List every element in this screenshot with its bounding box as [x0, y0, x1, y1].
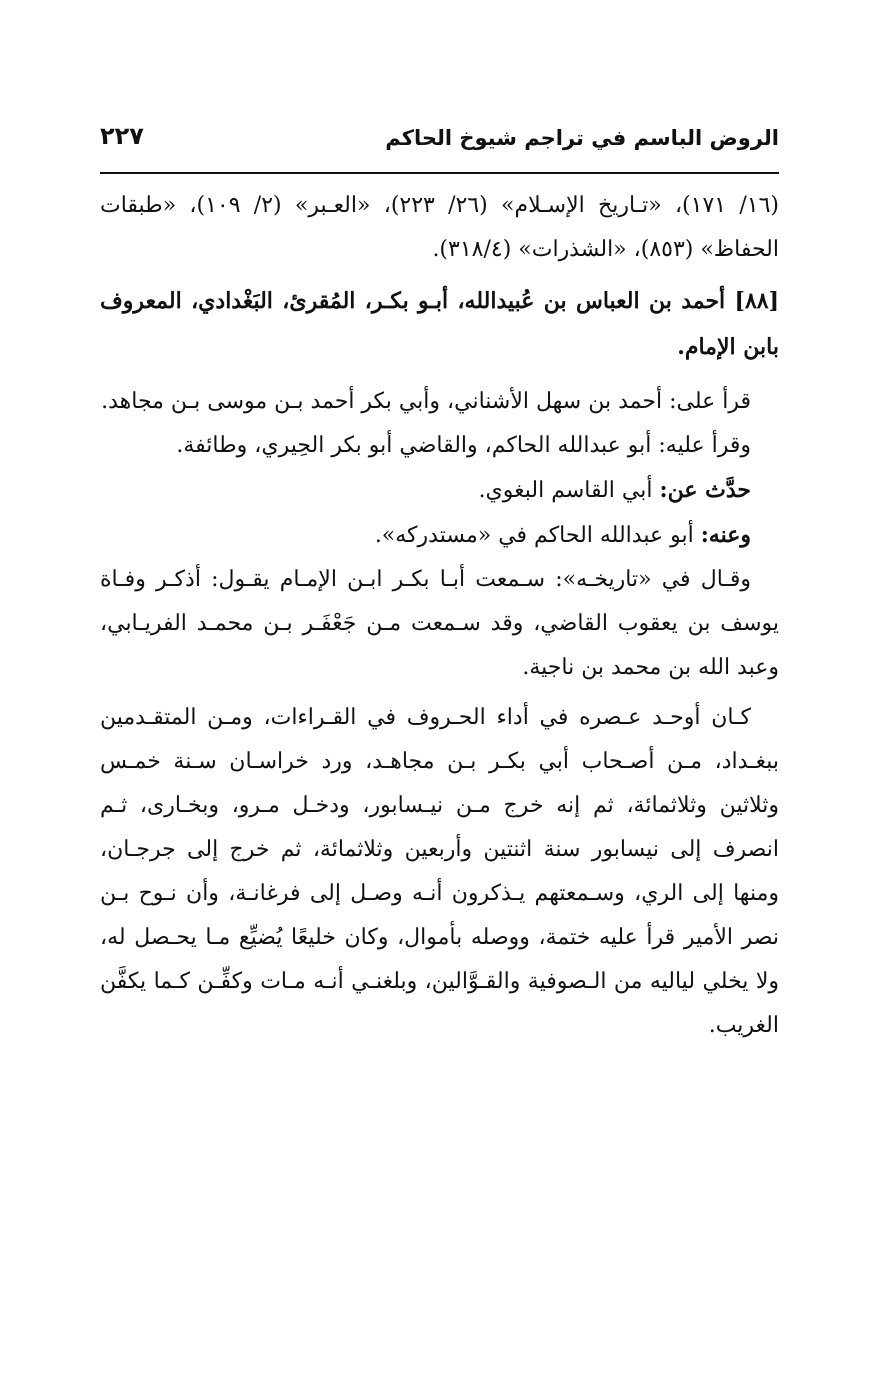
paragraph-narrated-from: [100, 468, 779, 513]
narrated-from-text: أبي القاسم البغوي.: [478, 478, 660, 503]
page-body: [100, 184, 779, 1048]
running-header: [100, 118, 779, 166]
paragraph-read-by: وقرأ عليه: أبو عبدالله الحاكم، والقاضي أبو بكر الحِيري، وطائفة.: [176, 433, 751, 458]
paragraph-read-on: قرأ على: أحمد بن سهل الأشناني، وأبي بكر أحمد بـن موسى بـن مجاهد.: [101, 389, 751, 414]
from-him-label: وعنه:: [700, 522, 751, 548]
paragraph-history-quote: وقـال في «تاريخـه»: سـمعت أبـا بكـر ابـن الإمـام يقـول: أذكـر وفـاة يوسف بن يعقوب القاضي، وقد سـمعت مـن جَعْفَـر بـن محمـد الفريـابي، وعبد الله بن محمد بن ناجية.: [100, 567, 779, 680]
page-number: ٢٢٧: [100, 122, 144, 150]
reference-line: (١٦/ ١٧١)، «تـاريخ الإسـلام» (٢٦/ ٢٢٣)، «العـبر» (٢/ ١٠٩)، «طبقات الحفاظ» (٨٥٣)، «الشذرات» (٣١٨/٤).: [100, 193, 779, 262]
header-divider: [100, 172, 779, 174]
narrated-from-label: حدَّث عن:: [659, 477, 751, 503]
paragraph-from-him: [100, 513, 779, 558]
entry-heading: [٨٨] أحمد بن العباس بن عُبيدالله، أبـو بكـر، المُقرئ، البَغْدادي، المعروف بابن الإمام.: [100, 288, 779, 360]
book-title: الروض الباسم في تراجم شيوخ الحاكم: [385, 126, 779, 150]
from-him-text: أبو عبدالله الحاكم في «مستدركه».: [374, 523, 701, 548]
paragraph-biography: كـان أوحـد عـصره في أداء الحـروف في القـراءات، ومـن المتقـدمين ببغـداد، مـن أصـحاب أبي بكـر بـن مجاهـد، ورد خراسـان سـنة خمـس وثلاثين وثلاثمائة، ثم إنه خرج مـن نيـسابور، ودخـل مـرو، وبخـارى، ثـم انصرف إلى نيسابور سنة اثنتين وأربعين وثلاثمائة، ثم خرج إلى جرجـان، ومنها إلى الري، وسـمعتهم يـذكرون أنـه وصـل إلى فرغانـة، وأن نـوح بـن نصر الأمير قرأ عليه ختمة، ووصله بأموال، وكان خليعًا يُضيِّع مـا يحـصل له، ولا يخلي لياليه من الـصوفية والقـوَّالين، وبلغنـي أنـه مـات وكفِّـن كـما يكفَّن الغريب.: [100, 705, 779, 1038]
